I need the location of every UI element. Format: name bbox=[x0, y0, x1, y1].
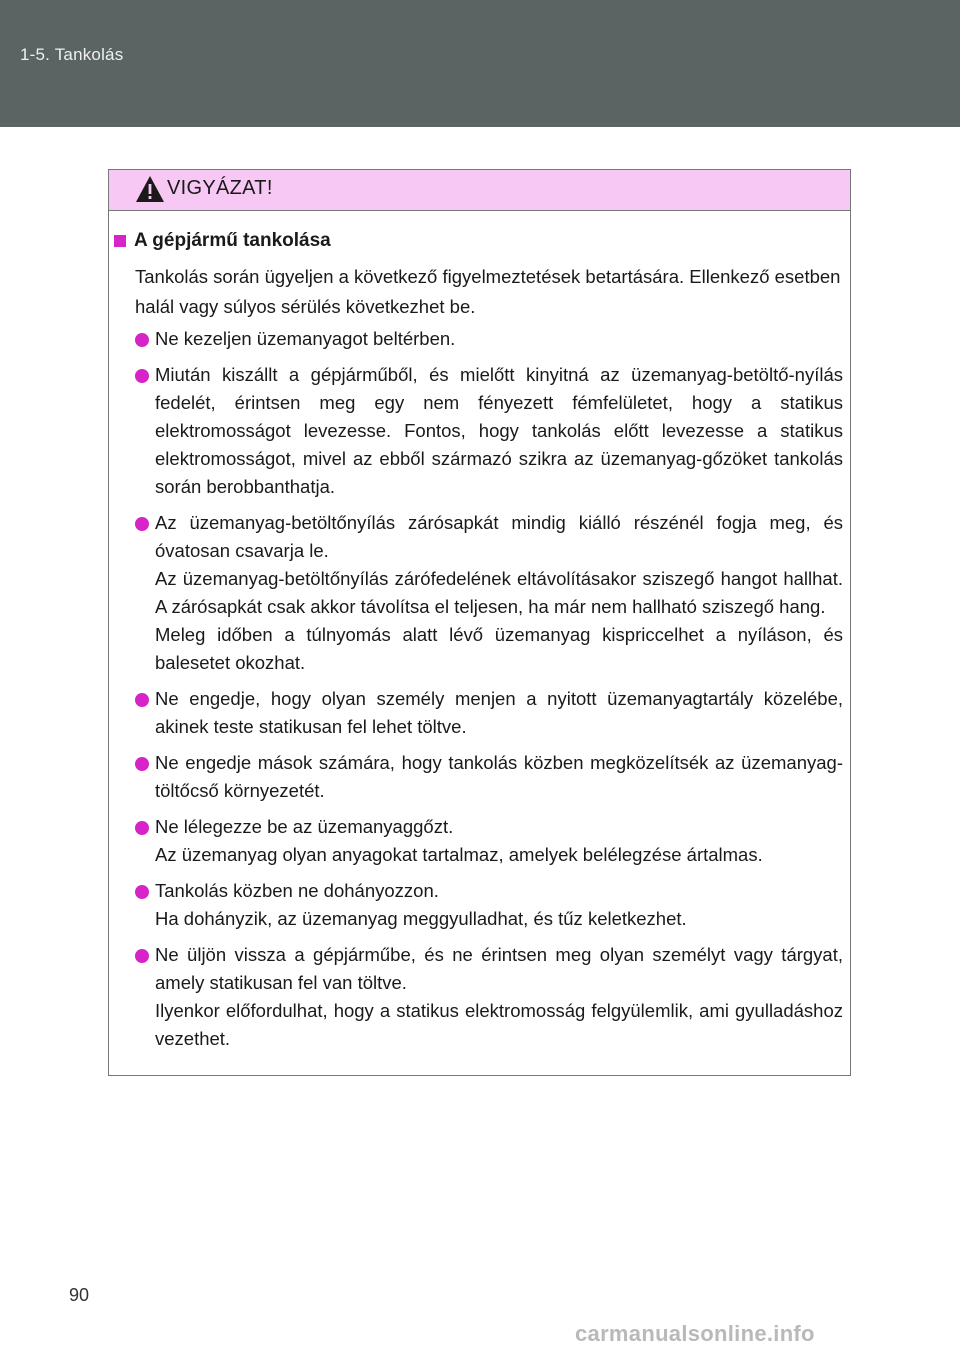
list-item-text: Miután kiszállt a gépjárműből, és mielőtt kinyitná az üzemanyag-betöltő-nyílás fedelét, érintsen meg egy nem fényezett fémfelületet, hogy a statikus elektromosságot levezesse. Fontos, hogy tankolás előtt levezesse a statikus elektromosságot, mivel az ebből származó szikra az üzemanyag-gőzöket tankolás során berobbanthatja. bbox=[155, 364, 843, 497]
warning-list bbox=[135, 325, 843, 1061]
round-bullet-icon bbox=[135, 821, 149, 835]
list-item bbox=[135, 361, 843, 501]
list-item-text: Tankolás közben ne dohányozzon. Ha dohányzik, az üzemanyag meggyulladhat, és tűz keletkezhet. bbox=[155, 880, 687, 929]
list-item bbox=[135, 749, 843, 805]
round-bullet-icon bbox=[135, 693, 149, 707]
page-header bbox=[0, 0, 960, 127]
section-title: 1-5. Tankolás bbox=[20, 45, 124, 64]
round-bullet-icon bbox=[135, 333, 149, 347]
list-item-text: Ne lélegezze be az üzemanyaggőzt. Az üzemanyag olyan anyagokat tartalmaz, amelyek belélegzése ártalmas. bbox=[155, 816, 763, 865]
warning-box bbox=[108, 169, 851, 1076]
square-bullet-icon bbox=[114, 235, 126, 247]
warning-header bbox=[109, 170, 850, 211]
list-item bbox=[135, 685, 843, 741]
list-item-text: Ne engedje, hogy olyan személy menjen a nyitott üzemanyagtartály közelébe, akinek teste statikusan fel lehet töltve. bbox=[155, 688, 843, 737]
list-item bbox=[135, 941, 843, 1053]
round-bullet-icon bbox=[135, 369, 149, 383]
list-item-text: Ne engedje mások számára, hogy tankolás közben megközelítsék az üzemanyag-töltőcső környezetét. bbox=[155, 752, 843, 801]
warning-intro: Tankolás során ügyeljen a következő figyelmeztetések betartására. Ellenkező esetben halál vagy súlyos sérülés következhet be. bbox=[135, 266, 841, 317]
list-item bbox=[135, 877, 843, 933]
warning-title: VIGYÁZAT! bbox=[167, 177, 273, 199]
watermark: carmanualsonline.info bbox=[575, 1321, 815, 1346]
list-item bbox=[135, 325, 843, 353]
list-item bbox=[135, 509, 843, 677]
warning-triangle-icon bbox=[135, 175, 165, 203]
round-bullet-icon bbox=[135, 885, 149, 899]
page-number: 90 bbox=[69, 1285, 90, 1305]
list-item-text: Ne kezeljen üzemanyagot beltérben. bbox=[155, 328, 456, 349]
list-item bbox=[135, 813, 843, 869]
round-bullet-icon bbox=[135, 949, 149, 963]
round-bullet-icon bbox=[135, 517, 149, 531]
list-item-text: Ne üljön vissza a gépjárműbe, és ne érintsen meg olyan személyt vagy tárgyat, amely statikusan fel van töltve. Ilyenkor előfordulhat, hogy a statikus elektromosság felgyülemlik, ami gyulladáshoz vezethet. bbox=[155, 944, 843, 1049]
round-bullet-icon bbox=[135, 757, 149, 771]
subheading-text: A gépjármű tankolása bbox=[134, 230, 331, 251]
list-item-text: Az üzemanyag-betöltőnyílás zárósapkát mindig kiálló részénél fogja meg, és óvatosan csavarja le. Az üzemanyag-betöltőnyílás zárófedelének eltávolításakor sziszegő hangot hallhat. A zárósapkát csak akkor távolítsa el teljesen, ha már nem hallható sziszegő hang. Meleg időben a túlnyomás alatt lévő üzemanyag kispriccelhet a nyíláson, és balesetet okozhat. bbox=[155, 512, 843, 673]
warning-subheading bbox=[114, 230, 331, 252]
